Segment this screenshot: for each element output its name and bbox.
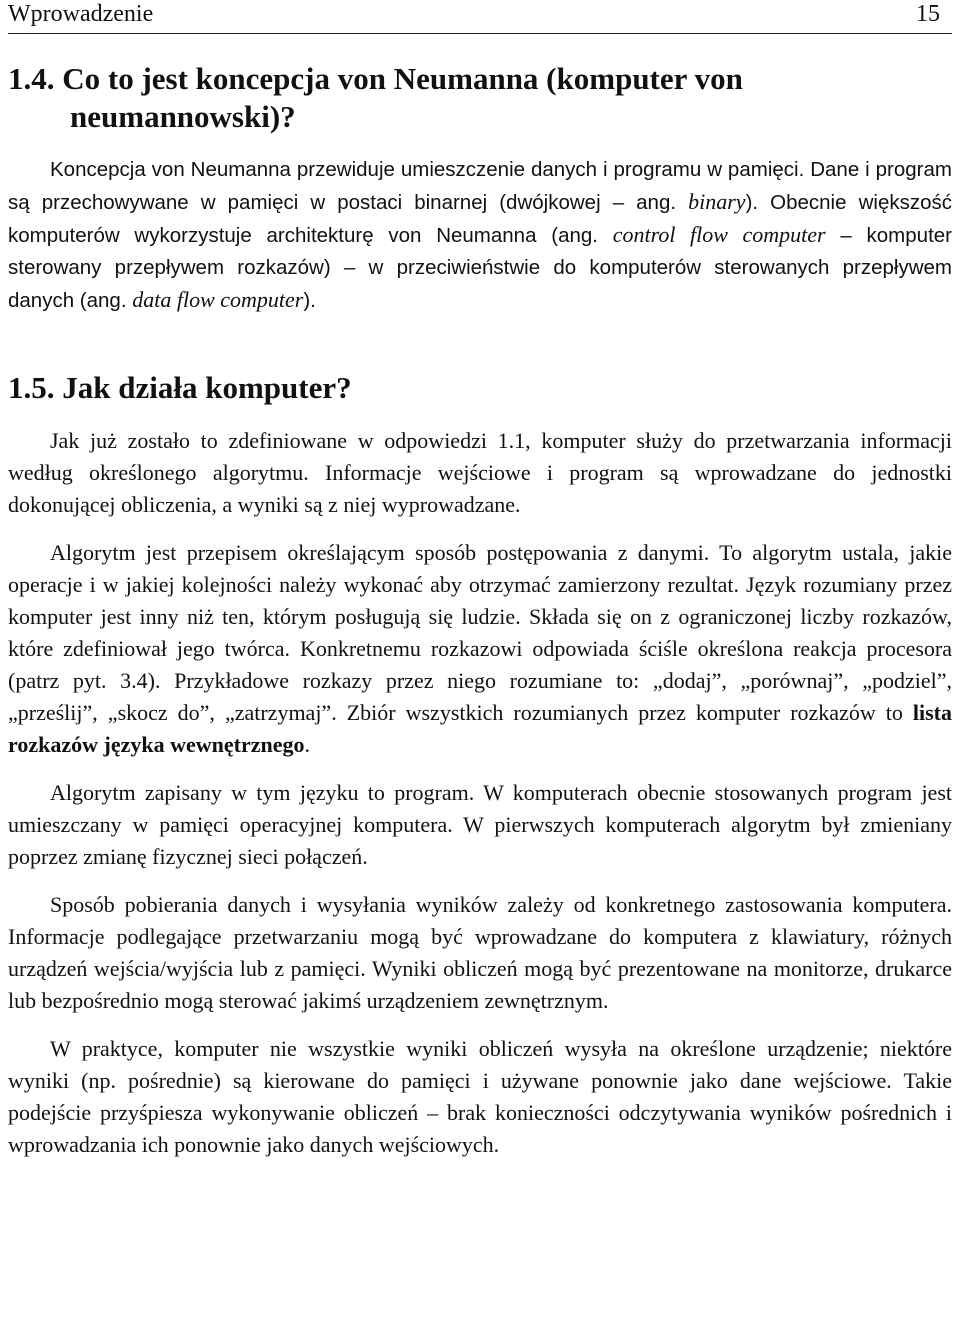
text-run: ). [303, 289, 316, 312]
term-data-flow-computer: data flow computer [132, 287, 304, 312]
text-run: – komputer sterowany przepływem rozkazów) – w przeciwieństwie do komputerów sterowanych przepływem danych (ang. [8, 224, 952, 312]
paragraph-program: Algorytm zapisany w tym języku to program. W komputerach obecnie stosowanych program jest umieszczany w pamięci operacyjnej komputera. W pierwszych komputerach algorytm był zmieniany poprzez zmianę fizycznej sieci połączeń. [8, 780, 952, 869]
paragraph-von-neumann [8, 154, 952, 317]
paragraph-algorithm [8, 537, 952, 761]
document-page [8, 0, 952, 1161]
paragraph-io: Sposób pobierania danych i wysyłania wyników zależy od konkretnego zastosowania komputera. Informacje podlegające przetwarzaniu mogą być wprowadzane do komputera z klawiatury, różnych urządzeń wejścia/wyjścia lub z pamięci. Wyniki obliczeń mogą być prezentowane na monitorze, drukarce lub bezpośrednio mogą sterować jakimś urządzeniem zewnętrznym. [8, 892, 952, 1013]
running-header [8, 0, 952, 34]
section-heading-1-5: 1.5. Jak działa komputer? [8, 370, 352, 405]
chapter-title: Wprowadzenie [8, 1, 154, 27]
paragraph-computer-definition: Jak już zostało to zdefiniowane w odpowiedzi 1.1, komputer służy do przetwarzania informacji według określonego algorytmu. Informacje wejściowe i program są wprowadzane do jednostki dokonującej obliczenia, a wyniki są z niej wyprowadzane. [8, 428, 952, 517]
term-instruction-set: lista rozkazów języka wewnętrznego [8, 700, 952, 757]
text-run: Koncepcja von Neumanna przewiduje umieszczenie danych i programu w pamięci. Dane i program są przechowywane w pamięci w postaci binarnej (dwójkowej – ang. [8, 158, 952, 214]
paragraph-practice: W praktyce, komputer nie wszystkie wyniki obliczeń wysyła na określone urządzenie; niektóre wyniki (np. pośrednie) są kierowane do pamięci i używane ponownie jako dane wejściowe. Takie podejście przyśpiesza wykonywanie obliczeń – brak konieczności odczytywania wyników pośrednich i wprowadzania ich ponownie jako danych wejściowych. [8, 1036, 952, 1157]
text-run: ). Obecnie większość komputerów wykorzystuje architekturę von Neumanna (ang. [8, 191, 952, 247]
term-control-flow-computer: control flow computer [612, 222, 826, 247]
term-binary: binary [688, 189, 746, 214]
page-number: 15 [916, 1, 940, 27]
text-run: . [304, 732, 311, 757]
text-run: Algorytm jest przepisem określającym sposób postępowania z danymi. To algorytm ustala, jakie operacje i w jakiej kolejności należy wykonać aby otrzymać zamierzony rezultat. Język rozumiany przez komputer jest inny niż ten, którym posługują się ludzie. Składa się on z ograniczonej liczby rozkazów, które zdefiniował jego twórca. Konkretnemu rozkazowi odpowiada ściśle określona reakcja procesora (patrz pyt. 3.4). Przykładowe rozkazy przez niego rozumiane to: „dodaj”, „porównaj”, „podziel”, „prześlij”, „skocz do”, „zatrzymaj”. Zbiór wszystkich rozumianych przez komputer rozkazów to [8, 540, 952, 725]
section-heading-1-4: 1.4. Co to jest koncepcja von Neumanna (komputer von neumannowski)? [8, 61, 743, 134]
